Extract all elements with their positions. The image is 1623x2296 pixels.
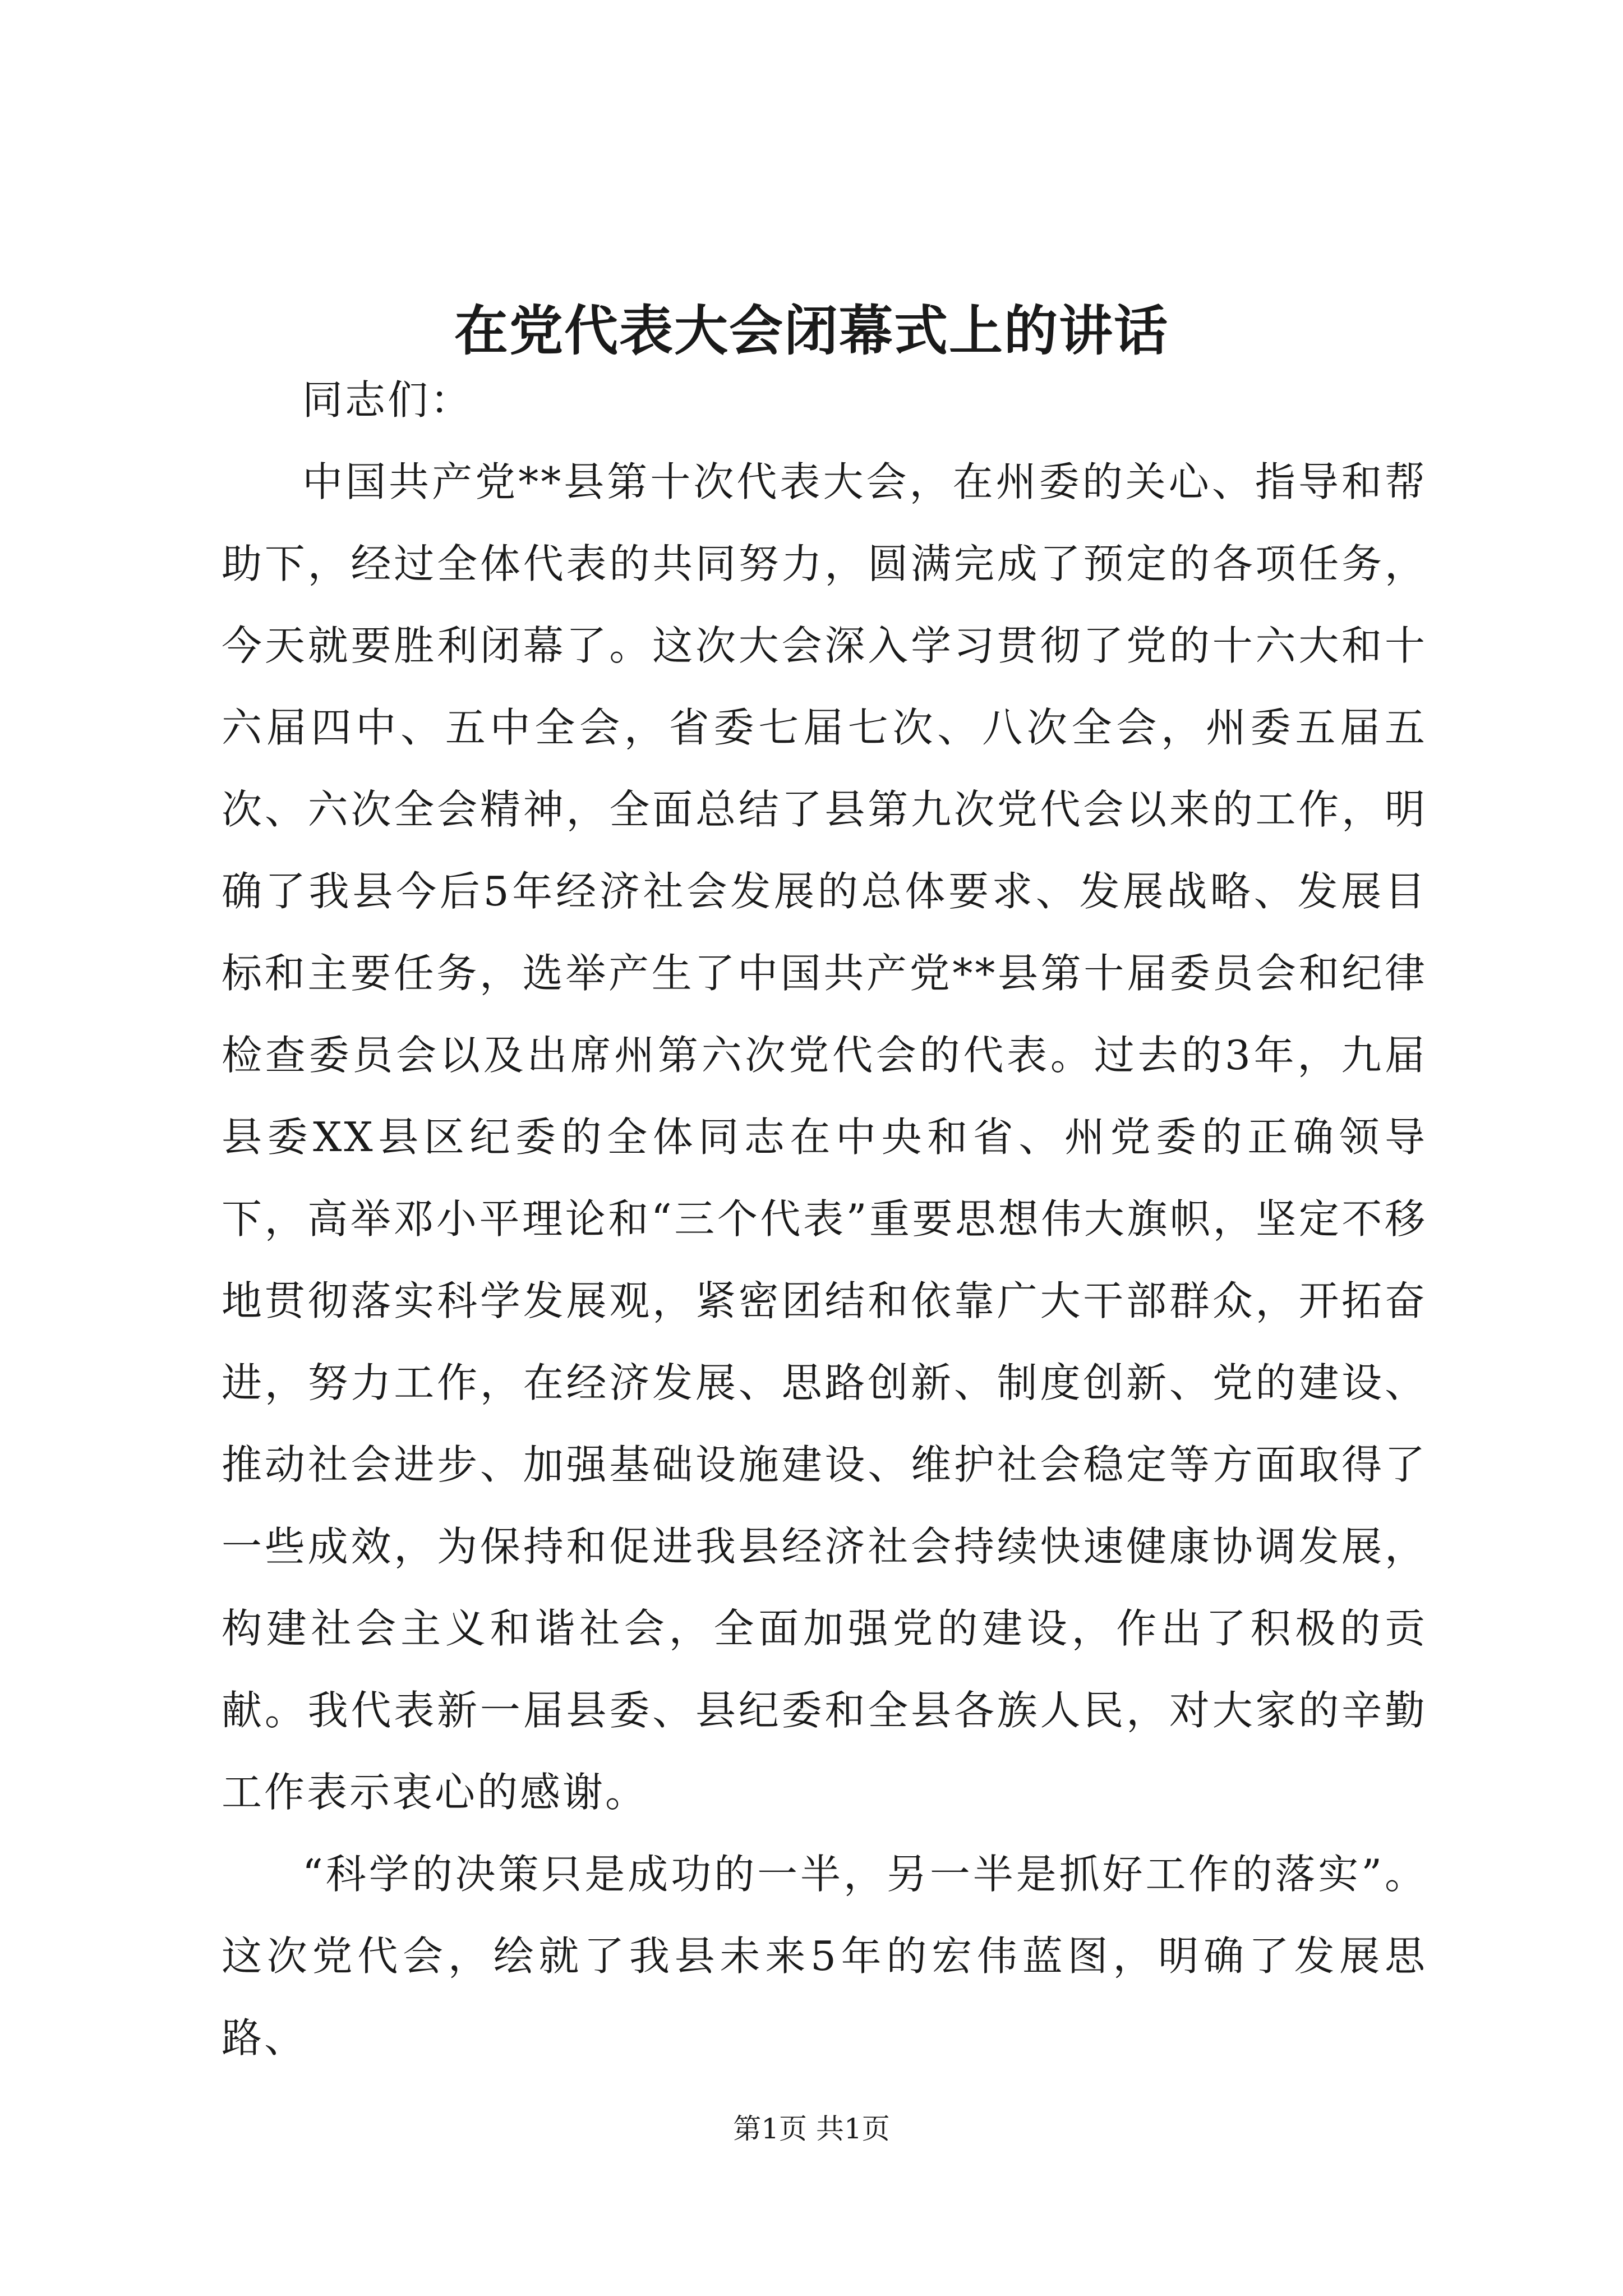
paragraph: “科学的决策只是成功的一半，另一半是抓好工作的落实”。这次党代会，绘就了我县未来5年的宏伟蓝图，明确了发展思路、 xyxy=(222,1851,1427,2062)
document-title: 在党代表大会闭幕式上的讲话 xyxy=(454,299,1169,362)
page-footer: 第1页 共1页 xyxy=(733,2113,890,2145)
document-body xyxy=(222,359,1427,2079)
salutation: 同志们： xyxy=(302,376,473,424)
paragraph: 中国共产党**县第十次代表大会，在州委的关心、指导和帮助下，经过全体代表的共同努力，圆满完成了预定的各项任务，今天就要胜利闭幕了。这次大会深入学习贯彻了党的十六大和十六届四中、五中全会，省委七届七次、八次全会，州委五届五次、六次全会精神，全面总结了县第九次党代会以来的工作，明确了我县今后5年经济社会发展的总体要求、发展战略、发展目标和主要任务，选举产生了中国共产党**县第十届委员会和纪律检查委员会以及出席州第六次党代会的代表。过去的3年，九届县委XX县区纪委的全体同志在中央和省、州党委的正确领导下，高举邓小平理论和“三个代表”重要思想伟大旗帜，坚定不移地贯彻落实科学发展观，紧密团结和依靠广大干部群众，开拓奋进，努力工作，在经济发展、思路创新、制度创新、党的建设、推动社会进步、加强基础设施建设、维护社会稳定等方面取得了一些成效，为保持和促进我县经济社会持续快速健康协调发展，构建社会主义和谐社会，全面加强党的建设，作出了积极的贡献。我代表新一届县委、县纪委和全县各族人民，对大家的辛勤工作表示衷心的感谢。 xyxy=(222,458,1427,1816)
